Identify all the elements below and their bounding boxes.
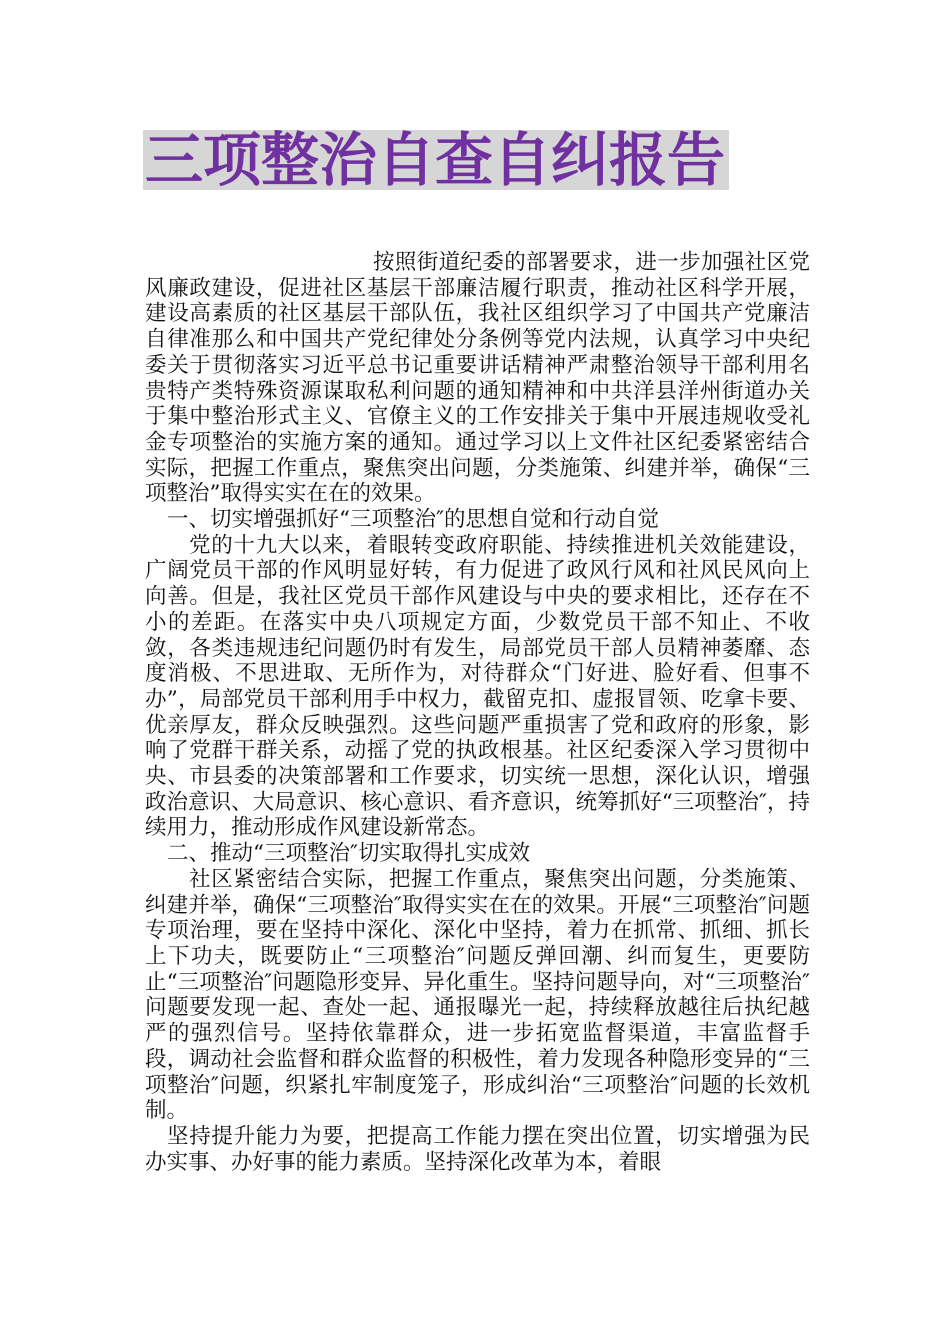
document-body — [145, 250, 810, 1175]
section-heading-1: 一、切实增强抓好“三项整治″的思想自觉和行动自觉 — [167, 507, 660, 533]
paragraph-intro: 按照街道纪委的部署要求，进一步加强社区党风廉政建设，促进社区基层干部廉洁履行职责，推动社区科学开展，建设高素质的社区基层干部队伍，我社区组织学习了中国共产党廉洁自律准那么和中国共产党纪律处分条例等党内法规，认真学习中央纪委关于贯彻落实习近平总书记重要讲话精神严肃整治领导干部利用名贵特产类特殊资源谋取私利问题的通知精神和中共洋县洋州街道办关于集中整治形式主义、官僚主义的工作安排关于集中开展违规收受礼金专项整治的实施方案的通知。通过学习以上文件社区纪委紧密结合实际，把握工作重点，聚焦突出问题，分类施策、纠建并举，确保“三项整治”取得实实在在的效果。 — [145, 250, 810, 507]
section-heading-2: 二、推动“三项整治″切实取得扎实成效 — [167, 841, 531, 867]
paragraph-section-1: 党的十九大以来，着眼转变政府职能、持续推进机关效能建设，广阔党员干部的作风明显好转，有力促进了政风行风和社风民风向上向善。但是，我社区党员干部作风建设与中央的要求相比，还存在不小的差距。在落实中央八项规定方面，少数党员干部不知止、不收敛，各类违规违纪问题仍时有发生，局部党员干部人员精神萎靡、态度消极、不思进取、无所作为，对待群众“门好进、脸好看、但事不办”，局部党员干部利用手中权力，截留克扣、虚报冒领、吃拿卡要、优亲厚友，群众反映强烈。这些问题严重损害了党和政府的形象，影响了党群干群关系，动摇了党的执政根基。社区纪委深入学习贯彻中央、市县委的决策部署和工作要求，切实统一思想，深化认识，增强政治意识、大局意识、核心意识、看齐意识，统筹抓好“三项整治″，持续用力，推动形成作风建设新常态。 — [145, 532, 810, 841]
paragraph-section-2-continued: 坚持提升能力为要，把提高工作能力摆在突出位置，切实增强为民办实事、办好事的能力素质。坚持深化改革为本，着眼 — [145, 1123, 810, 1175]
title-highlight — [143, 126, 729, 194]
document-title: 三项整治自查自纠报告 — [145, 126, 726, 194]
paragraph-section-2: 社区紧密结合实际，把握工作重点，聚焦突出问题，分类施策、纠建并举，确保“三项整治″取得实实在在的效果。开展“三项整治″问题专项治理，要在坚持中深化、深化中坚持，着力在抓常、抓细、抓长上下功夫，既要防止“三项整治″问题反弹回潮、纠而复生，更要防止“三项整治″问题隐形变异、异化重生。坚持问题导向，对“三项整治″问题要发现一起、查处一起、通报曝光一起，持续释放越往后执纪越严的强烈信号。坚持依靠群众，进一步拓宽监督渠道，丰富监督手段，调动社会监督和群众监督的积极性，着力发现各种隐形变异的“三项整治″问题，织紧扎牢制度笼子，形成纠治“三项整治″问题的长效机制。 — [145, 866, 810, 1124]
